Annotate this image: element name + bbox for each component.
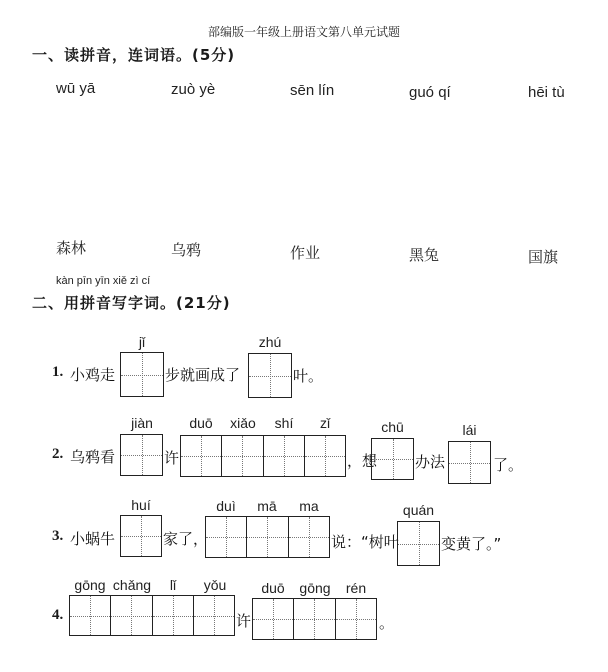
blank-pinyin: zhú: [258, 334, 282, 350]
hanzi-word: 国旗: [528, 248, 559, 266]
writing-grid[interactable]: [120, 434, 163, 476]
blank-pinyin: lái: [462, 422, 477, 438]
writing-grid[interactable]: [120, 515, 162, 557]
question-number: 3.: [52, 528, 64, 544]
blank-pinyin: lǐ: [169, 577, 177, 593]
writing-grid[interactable]: [69, 595, 235, 636]
document-title: 部编版一年级上册语文第八单元试题: [207, 25, 400, 39]
hanzi-word: 乌鸦: [171, 241, 202, 259]
question-text: 家了，: [163, 530, 209, 548]
blank-pinyin: chū: [381, 419, 404, 435]
blank-pinyin: shí: [274, 415, 294, 431]
writing-grid[interactable]: [397, 521, 440, 566]
blank-pinyin: gōng: [74, 577, 106, 593]
writing-grid[interactable]: [180, 435, 346, 477]
blank-pinyin: mā: [257, 498, 277, 514]
pinyin-word: hēi tù: [528, 84, 565, 101]
question-text: 小蜗牛: [70, 530, 116, 548]
question-text: 步就画成了: [165, 366, 241, 384]
question-text: 了。: [493, 456, 524, 474]
blank-pinyin: gōng: [299, 580, 331, 596]
writing-grid[interactable]: [252, 598, 377, 640]
writing-grid[interactable]: [205, 516, 330, 558]
blank-pinyin: jǐ: [138, 334, 146, 350]
blank-pinyin: duō: [189, 415, 213, 431]
question-text: ，想: [347, 452, 378, 470]
blank-pinyin: chǎng: [112, 577, 152, 593]
blank-pinyin: zǐ: [319, 415, 331, 431]
question-text: 乌鸦看: [70, 448, 116, 466]
hanzi-word: 黑兔: [409, 246, 440, 264]
hanzi-word: 作业: [290, 244, 321, 262]
question-text: 小鸡走: [70, 366, 116, 384]
question-text: 许: [236, 612, 252, 630]
writing-grid[interactable]: [120, 352, 164, 397]
section2-title-pinyin: kàn pīn yīn xiě zì cí: [56, 275, 151, 287]
question-number: 1.: [52, 364, 64, 380]
section2-title: 二、用拼音写字词。(21分): [32, 294, 231, 312]
pinyin-word: guó qí: [409, 84, 451, 101]
blank-pinyin: jiàn: [131, 415, 153, 431]
blank-pinyin: huí: [131, 497, 151, 513]
blank-pinyin: rén: [345, 580, 367, 596]
section1-title: 一、读拼音，连词语。(5分): [32, 46, 236, 64]
blank-pinyin: yǒu: [203, 577, 227, 593]
hanzi-word: 森林: [56, 239, 87, 257]
question-text: 。: [379, 614, 395, 632]
blank-pinyin: quán: [402, 502, 435, 518]
question-text: 变黄了。”: [441, 535, 502, 553]
question-text: 许: [164, 449, 180, 467]
pinyin-word: sēn lín: [290, 82, 335, 99]
blank-pinyin: xiǎo: [230, 415, 256, 431]
pinyin-word: wū yā: [56, 80, 96, 97]
blank-pinyin: duì: [216, 498, 236, 514]
blank-pinyin: ma: [299, 498, 319, 514]
writing-grid[interactable]: [448, 441, 491, 484]
question-number: 2.: [52, 446, 64, 462]
question-text: 说：“树叶: [331, 533, 399, 551]
writing-grid[interactable]: [371, 438, 414, 480]
question-text: 办法: [415, 453, 446, 471]
pinyin-word: zuò yè: [171, 81, 216, 98]
question-text: 叶。: [293, 367, 324, 385]
blank-pinyin: duō: [261, 580, 285, 596]
question-number: 4.: [52, 607, 64, 623]
writing-grid[interactable]: [248, 353, 292, 398]
